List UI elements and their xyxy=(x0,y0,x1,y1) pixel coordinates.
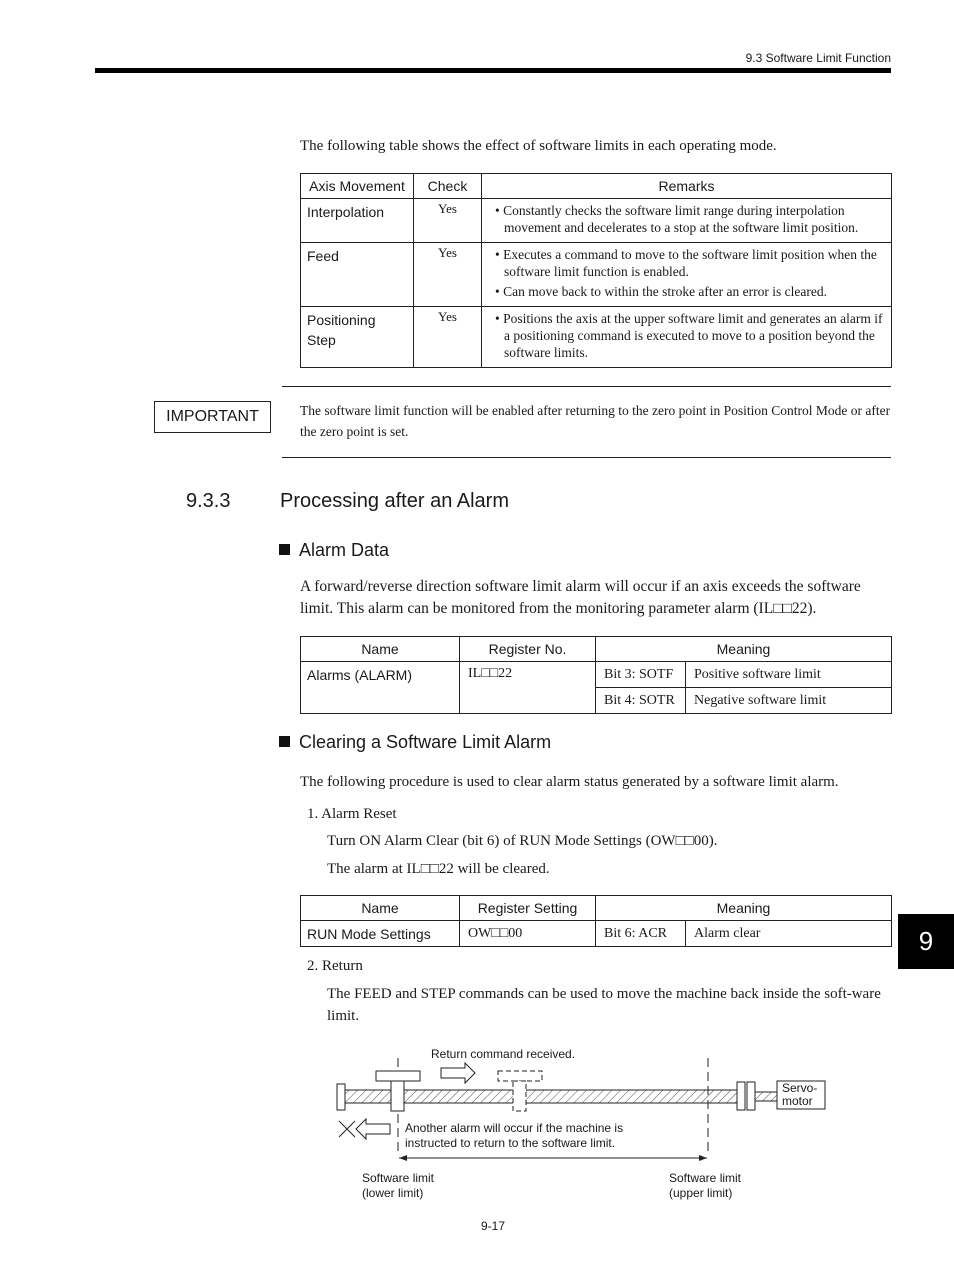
col-axis-movement: Axis Movement xyxy=(301,174,414,199)
col-meaning: Meaning xyxy=(596,896,892,921)
warning-label: instructed to return to the software limit. xyxy=(405,1136,616,1150)
check-cell: Yes xyxy=(414,307,482,368)
check-cell: Yes xyxy=(414,243,482,307)
step2-text: The FEED and STEP commands can be used to move the machine back inside the soft-ware limit. xyxy=(327,986,881,1024)
running-header: 9.3 Software Limit Function xyxy=(745,51,891,65)
col-check: Check xyxy=(414,174,482,199)
table-row xyxy=(301,307,892,368)
alarm-data-heading: Alarm Data xyxy=(279,540,389,561)
mode-table xyxy=(300,173,892,368)
coupling xyxy=(737,1082,745,1110)
section-title: Processing after an Alarm xyxy=(280,490,509,512)
meaning-cell: Negative software limit xyxy=(686,688,892,714)
mode-table-header xyxy=(301,174,892,199)
arrowhead-icon xyxy=(399,1155,407,1161)
machine-table-nut xyxy=(391,1081,404,1111)
axis-cell: Feed xyxy=(301,243,414,307)
col-register-setting: Register Setting xyxy=(460,896,596,921)
machine-table xyxy=(376,1071,420,1081)
clearing-heading: Clearing a Software Limit Alarm xyxy=(279,732,551,753)
bit-cell: Bit 3: SOTF xyxy=(596,662,686,688)
step1-title: 1. Alarm Reset xyxy=(307,806,397,822)
meaning-cell: Alarm clear xyxy=(686,921,892,947)
square-bullet-icon xyxy=(279,544,290,555)
upper-limit-label: (upper limit) xyxy=(669,1186,733,1200)
remarks-cell: • Executes a command to move to the software limit position when the software limit function is enabled. • Can move back to within the stroke after an error is cleared. xyxy=(482,243,892,307)
alarm-data-paragraph: A forward/reverse direction software limit alarm will occur if an axis exceeds the software limit. This alarm can be monitored from the monitoring parameter alarm (IL□□22). xyxy=(300,578,861,617)
blocked-arrow-icon xyxy=(356,1119,390,1139)
section-number: 9.3.3 xyxy=(186,490,231,512)
table-row xyxy=(301,921,892,947)
check-cell: Yes xyxy=(414,199,482,243)
run-mode-table xyxy=(300,895,892,947)
page-number: 9-17 xyxy=(480,1219,506,1233)
intro-paragraph: The following table shows the effect of software limits in each operating mode. xyxy=(300,138,777,154)
col-name: Name xyxy=(301,637,460,662)
bit-cell: Bit 4: SOTR xyxy=(596,688,686,714)
lower-limit-label: Software limit xyxy=(362,1171,435,1185)
step1-line2: The alarm at IL□□22 will be cleared. xyxy=(327,861,550,877)
motor-shaft xyxy=(755,1092,777,1101)
screw-end-block xyxy=(337,1084,345,1110)
important-text: The software limit function will be enabled after returning to the zero point in Position Control Mode or after the zero point is set. xyxy=(300,403,891,439)
remarks-cell: • Positions the axis at the upper software limit and generates an alarm if a positioning command is executed to move to a position beyond the software limits. xyxy=(482,307,892,368)
square-bullet-icon xyxy=(279,736,290,747)
col-remarks: Remarks xyxy=(482,174,892,199)
servo-label: motor xyxy=(782,1094,813,1108)
machine-table-returned xyxy=(498,1071,542,1081)
important-label: IMPORTANT xyxy=(154,401,271,433)
table-row xyxy=(301,243,892,307)
axis-cell: Positioning Step xyxy=(301,307,414,368)
arrowhead-icon xyxy=(699,1155,707,1161)
step2-title: 2. Return xyxy=(307,958,363,974)
chapter-tab: 9 xyxy=(898,914,954,969)
alarm-register-cell: IL□□22 xyxy=(460,662,596,714)
return-diagram xyxy=(0,1040,954,1210)
run-mode-name-cell: RUN Mode Settings xyxy=(301,921,460,947)
important-top-rule xyxy=(282,386,891,387)
col-meaning: Meaning xyxy=(596,637,892,662)
bit-cell: Bit 6: ACR xyxy=(596,921,686,947)
lower-limit-label: (lower limit) xyxy=(362,1186,424,1200)
run-mode-table-header xyxy=(301,896,892,921)
upper-limit-label: Software limit xyxy=(669,1171,742,1185)
alarm-table-header xyxy=(301,637,892,662)
remarks-cell: • Constantly checks the software limit range during interpolation movement and decelerates to a stop at the software limit position. xyxy=(482,199,892,243)
servo-label: Servo- xyxy=(782,1081,818,1095)
table-row xyxy=(301,662,892,688)
meaning-cell: Positive software limit xyxy=(686,662,892,688)
coupling xyxy=(747,1082,755,1110)
table-row xyxy=(301,199,892,243)
important-bottom-rule xyxy=(282,457,891,458)
alarm-name-cell: Alarms (ALARM) xyxy=(301,662,460,714)
col-register-no: Register No. xyxy=(460,637,596,662)
machine-table-nut-returned xyxy=(513,1081,526,1111)
run-mode-register-cell: OW□□00 xyxy=(460,921,596,947)
return-arrow-icon xyxy=(441,1063,475,1083)
header-rule xyxy=(95,68,891,73)
return-command-label: Return command received. xyxy=(431,1047,576,1061)
warning-label: Another alarm will occur if the machine is xyxy=(405,1121,624,1135)
step1-line1: Turn ON Alarm Clear (bit 6) of RUN Mode Settings (OW□□00). xyxy=(327,833,718,849)
axis-cell: Interpolation xyxy=(301,199,414,243)
clearing-paragraph: The following procedure is used to clear alarm status generated by a software limit alarm. xyxy=(300,774,839,790)
alarm-register-table xyxy=(300,636,892,714)
col-name: Name xyxy=(301,896,460,921)
